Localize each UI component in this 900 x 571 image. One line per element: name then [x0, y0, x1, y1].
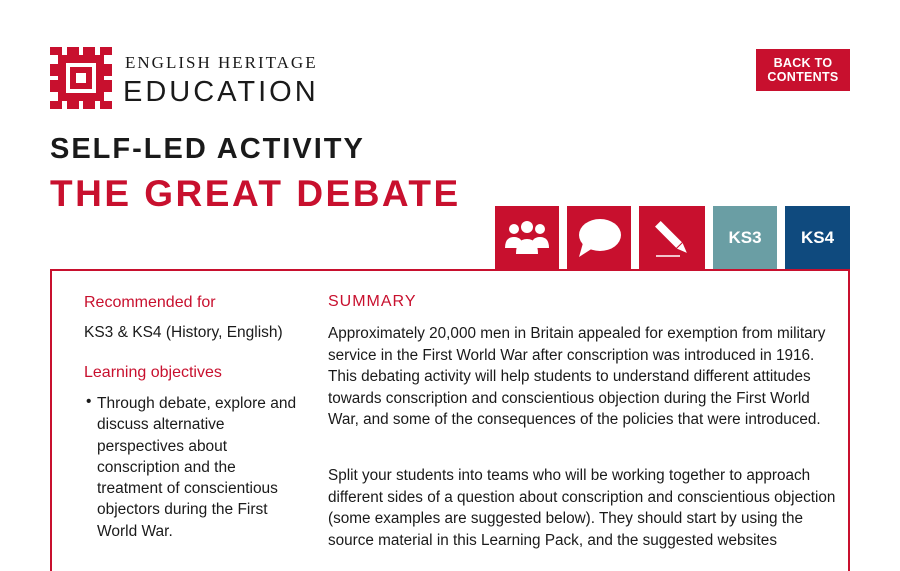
brand-subtitle: EDUCATION [123, 76, 319, 108]
ks3-label: KS3 [728, 227, 762, 247]
group-icon [502, 220, 552, 256]
english-heritage-logo-icon [50, 47, 112, 109]
bullet-marker: • [86, 393, 92, 410]
pencil-icon [650, 216, 694, 260]
ks4-tile [785, 206, 850, 269]
discussion-tile [567, 206, 631, 269]
writing-tile [639, 206, 705, 269]
group-work-tile [495, 206, 559, 269]
recommended-value: KS3 & KS4 (History, English) [84, 324, 283, 341]
objective-item: Through debate, explore and discuss alternative perspectives about conscription and the treatment of conscientious objectors during the First World War. [97, 395, 297, 540]
summary-paragraph-1: Approximately 20,000 men in Britain appealed for exemption from military service in the First World War after conscription was introduced in 1916. This debating activity will help students to understand different attitudes towards conscription and conscientious objection during the First World War, and some of the consequences of the policies that were introduced. [328, 325, 826, 428]
back-to-contents-button[interactable] [756, 49, 850, 91]
back-button-line2: CONTENTS [767, 70, 839, 84]
page-title: THE GREAT DEBATE [50, 173, 461, 214]
speech-bubble-icon [575, 217, 623, 259]
brand-name: ENGLISH HERITAGE [125, 53, 318, 72]
summary-paragraph-2: Split your students into teams who will be working together to approach different sides of a question about conscription and conscientious objection (some examples are suggested below). They should start by using the source material in this Learning Pack, and the suggested websites [328, 467, 836, 549]
objectives-heading: Learning objectives [84, 364, 222, 381]
ks4-label: KS4 [800, 227, 835, 247]
activity-kicker: SELF-LED ACTIVITY [50, 133, 365, 165]
recommended-heading: Recommended for [84, 294, 216, 311]
back-button-line1: BACK TO [773, 56, 833, 70]
ks3-tile [713, 206, 777, 269]
summary-heading: SUMMARY [328, 293, 417, 310]
